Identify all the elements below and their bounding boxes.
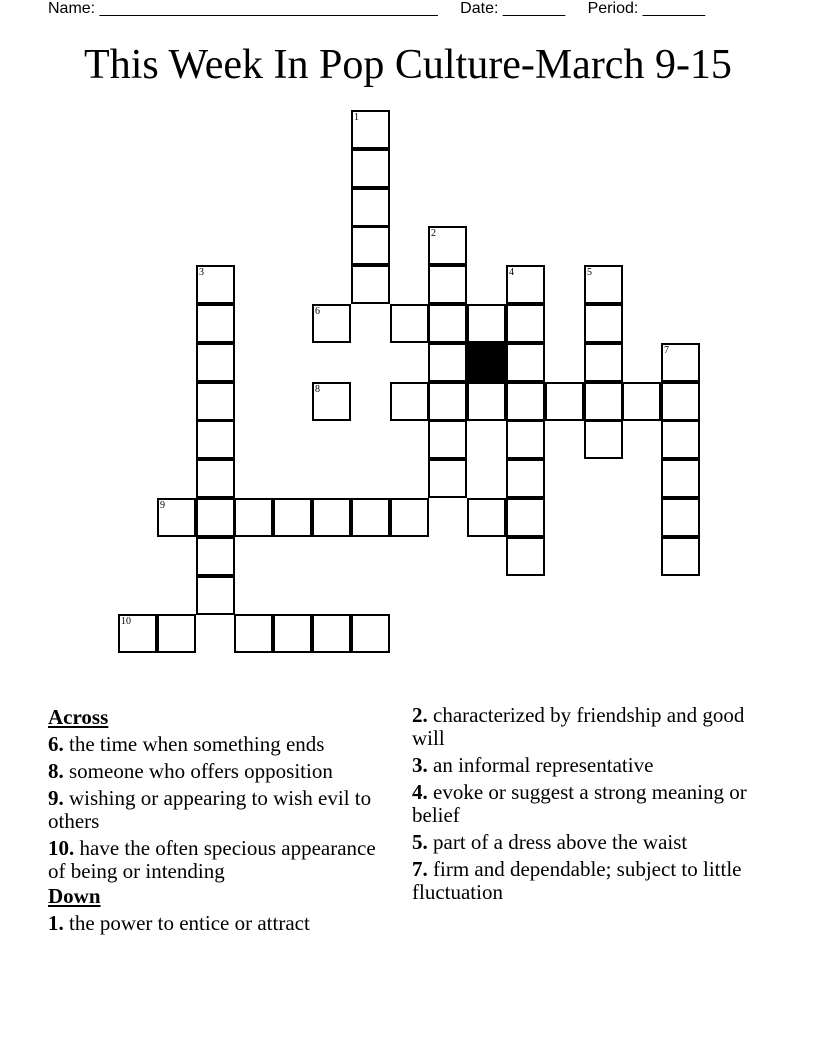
grid-cell[interactable] — [506, 420, 545, 459]
grid-cell[interactable] — [584, 420, 623, 459]
clue-number-label: 6 — [315, 306, 320, 317]
clue-number-label: 10 — [121, 616, 131, 627]
grid-cell[interactable] — [196, 537, 235, 576]
grid-cell[interactable] — [351, 265, 390, 304]
grid-cell[interactable] — [467, 382, 506, 421]
clue-text: wishing or appearing to wish evil to others — [48, 786, 372, 833]
clue-number: 8. — [48, 759, 64, 783]
grid-cell[interactable] — [661, 459, 700, 498]
grid-cell-black — [467, 343, 506, 382]
clue-down-4 — [412, 781, 752, 827]
grid-cell[interactable] — [506, 498, 545, 537]
clue-down-1 — [48, 912, 388, 935]
grid-cell[interactable] — [545, 382, 584, 421]
name-field-label: Name: ______________________________________ — [48, 0, 438, 17]
clue-text: someone who offers opposition — [63, 759, 333, 783]
grid-cell[interactable] — [467, 304, 506, 343]
grid-cell[interactable] — [196, 459, 235, 498]
clue-text: an informal representative — [427, 753, 654, 777]
grid-cell[interactable] — [312, 498, 351, 537]
clue-across-9 — [48, 787, 388, 833]
clue-text: have the often specious appearance of being or intending — [48, 836, 376, 883]
clue-across-8 — [48, 760, 388, 783]
grid-cell[interactable] — [351, 188, 390, 227]
grid-cell[interactable] — [584, 382, 623, 421]
grid-cell[interactable] — [390, 382, 429, 421]
clue-number-label: 9 — [160, 500, 165, 511]
clue-number-label: 4 — [509, 267, 514, 278]
clue-number: 3. — [412, 753, 428, 777]
grid-cell[interactable] — [351, 149, 390, 188]
clue-text: characterized by friendship and good will — [412, 703, 745, 750]
clue-number: 7. — [412, 857, 428, 881]
grid-cell[interactable] — [390, 498, 429, 537]
grid-cell[interactable] — [428, 420, 467, 459]
grid-cell[interactable] — [506, 382, 545, 421]
grid-cell[interactable] — [390, 304, 429, 343]
grid-cell[interactable] — [428, 343, 467, 382]
grid-cell[interactable] — [584, 304, 623, 343]
grid-cell[interactable] — [506, 459, 545, 498]
grid-cell[interactable] — [196, 576, 235, 615]
grid-cell[interactable] — [196, 343, 235, 382]
clue-down-7 — [412, 858, 752, 904]
period-field-label: Period: _______ — [587, 0, 706, 17]
clue-across-10 — [48, 837, 388, 883]
grid-cell[interactable] — [196, 265, 235, 304]
grid-cell[interactable] — [428, 226, 467, 265]
date-field-label: Date: _______ — [460, 0, 566, 17]
clue-down-2 — [412, 704, 752, 750]
grid-cell[interactable] — [351, 498, 390, 537]
clue-number: 5. — [412, 830, 428, 854]
clue-text: the time when something ends — [63, 732, 325, 756]
grid-cell[interactable] — [661, 537, 700, 576]
grid-cell[interactable] — [661, 498, 700, 537]
clue-number: 9. — [48, 786, 64, 810]
clue-number: 4. — [412, 780, 428, 804]
grid-cell[interactable] — [506, 265, 545, 304]
clue-down-3 — [412, 754, 752, 777]
grid-cell[interactable] — [234, 614, 273, 653]
clue-number: 6. — [48, 732, 64, 756]
grid-cell[interactable] — [196, 304, 235, 343]
grid-cell[interactable] — [661, 420, 700, 459]
grid-cell[interactable] — [622, 382, 661, 421]
down-heading: Down — [48, 884, 101, 908]
clue-number-label: 3 — [199, 267, 204, 278]
grid-cell[interactable] — [661, 343, 700, 382]
grid-cell[interactable] — [351, 226, 390, 265]
clue-number: 2. — [412, 703, 428, 727]
grid-cell[interactable] — [312, 614, 351, 653]
grid-cell[interactable] — [118, 614, 157, 653]
grid-cell[interactable] — [196, 498, 235, 537]
grid-cell[interactable] — [234, 498, 273, 537]
grid-cell[interactable] — [273, 498, 312, 537]
grid-cell[interactable] — [506, 343, 545, 382]
grid-cell[interactable] — [428, 382, 467, 421]
clue-number: 1. — [48, 911, 64, 935]
grid-cell[interactable] — [157, 498, 196, 537]
grid-cell[interactable] — [428, 459, 467, 498]
clue-number: 10. — [48, 836, 75, 860]
grid-cell[interactable] — [428, 265, 467, 304]
clues-left-column — [48, 704, 388, 939]
grid-cell[interactable] — [506, 537, 545, 576]
clue-across-6 — [48, 733, 388, 756]
clue-number-label: 8 — [315, 384, 320, 395]
clue-number-label: 2 — [431, 228, 436, 239]
grid-cell[interactable] — [584, 265, 623, 304]
clue-down-5 — [412, 831, 752, 854]
clue-number-label: 1 — [354, 112, 359, 123]
clue-text: the power to entice or attract — [63, 911, 310, 935]
grid-cell[interactable] — [351, 614, 390, 653]
grid-cell[interactable] — [157, 614, 196, 653]
grid-cell[interactable] — [584, 343, 623, 382]
clue-number-label: 7 — [664, 345, 669, 356]
grid-cell[interactable] — [428, 304, 467, 343]
grid-cell[interactable] — [661, 382, 700, 421]
clue-text: part of a dress above the waist — [427, 830, 688, 854]
grid-cell[interactable] — [273, 614, 312, 653]
across-heading: Across — [48, 705, 109, 729]
grid-cell[interactable] — [506, 304, 545, 343]
clues-right-column — [412, 704, 752, 908]
page-title: This Week In Pop Culture-March 9-15 — [84, 42, 732, 88]
grid-cell[interactable] — [351, 110, 390, 149]
clue-text: firm and dependable; subject to little fluctuation — [412, 857, 742, 904]
grid-cell[interactable] — [467, 498, 506, 537]
grid-cell[interactable] — [196, 382, 235, 421]
clue-text: evoke or suggest a strong meaning or belief — [412, 780, 747, 827]
grid-cell[interactable] — [312, 382, 351, 421]
grid-cell[interactable] — [196, 420, 235, 459]
grid-cell[interactable] — [312, 304, 351, 343]
clue-number-label: 5 — [587, 267, 592, 278]
